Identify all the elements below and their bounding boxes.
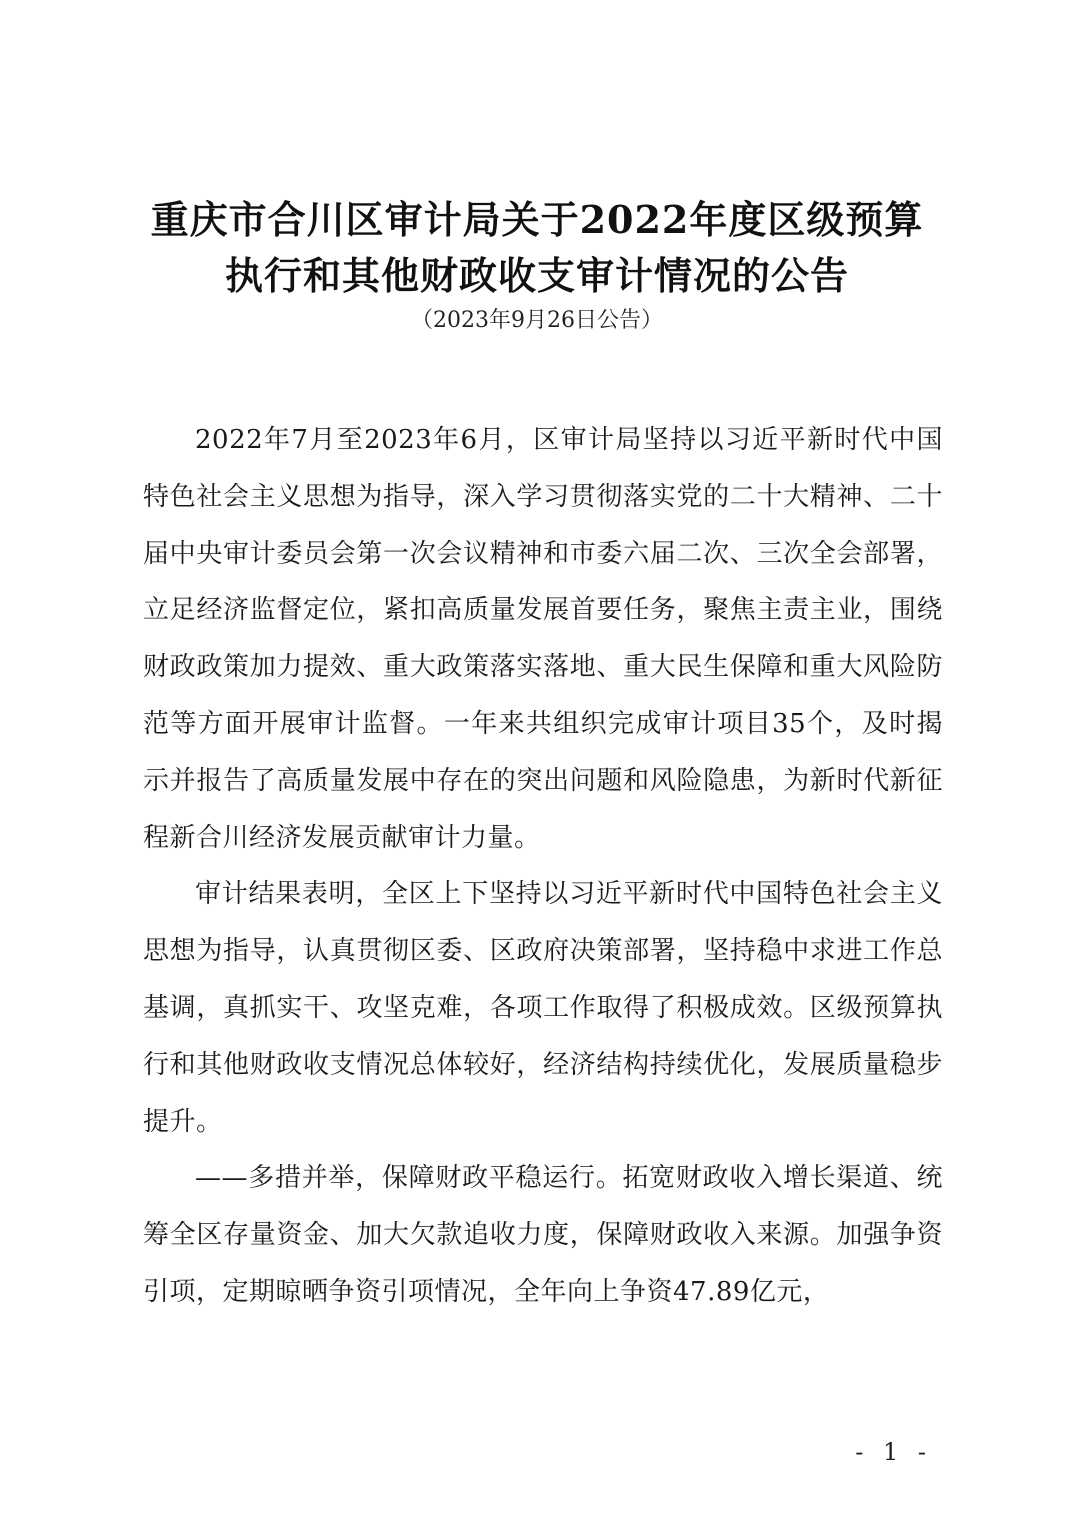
title-block bbox=[0, 192, 1074, 338]
body-paragraph: 2022年7月至2023年6月，区审计局坚持以习近平新时代中国特色社会主义思想为指导，深入学习贯彻落实党的二十大精神、二十届中央审计委员会第一次会议精神和市委六届二次、三次全会部署，立足经济监督定位，紧扣高质量发展首要任务，聚焦主责主业，围绕财政政策加力提效、重大政策落实落地、重大民生保障和重大风险防范等方面开展审计监督。一年来共组织完成审计项目35个，及时揭示并报告了高质量发展中存在的突出问题和风险隐患，为新时代新征程新合川经济发展贡献审计力量。 bbox=[143, 425, 943, 853]
page-number: - 1 - bbox=[855, 1438, 932, 1466]
document-body bbox=[143, 412, 943, 1321]
body-paragraph: 审计结果表明，全区上下坚持以习近平新时代中国特色社会主义思想为指导，认真贯彻区委、区政府决策部署，坚持稳中求进工作总基调，真抓实干、攻坚克难，各项工作取得了积极成效。区级预算执行和其他财政收支情况总体较好，经济结构持续优化，发展质量稳步提升。 bbox=[143, 879, 943, 1137]
document-title-line-1: 重庆市合川区审计局关于2022年度区级预算 bbox=[150, 197, 924, 242]
announcement-date: （2023年9月26日公告） bbox=[411, 308, 663, 333]
document-title-line-2: 执行和其他财政收支审计情况的公告 bbox=[224, 253, 849, 298]
body-paragraph: ——多措并举，保障财政平稳运行。拓宽财政收入增长渠道、统筹全区存量资金、加大欠款追收力度，保障财政收入来源。加强争资引项，定期晾晒争资引项情况，全年向上争资47.89亿元， bbox=[143, 1163, 943, 1307]
